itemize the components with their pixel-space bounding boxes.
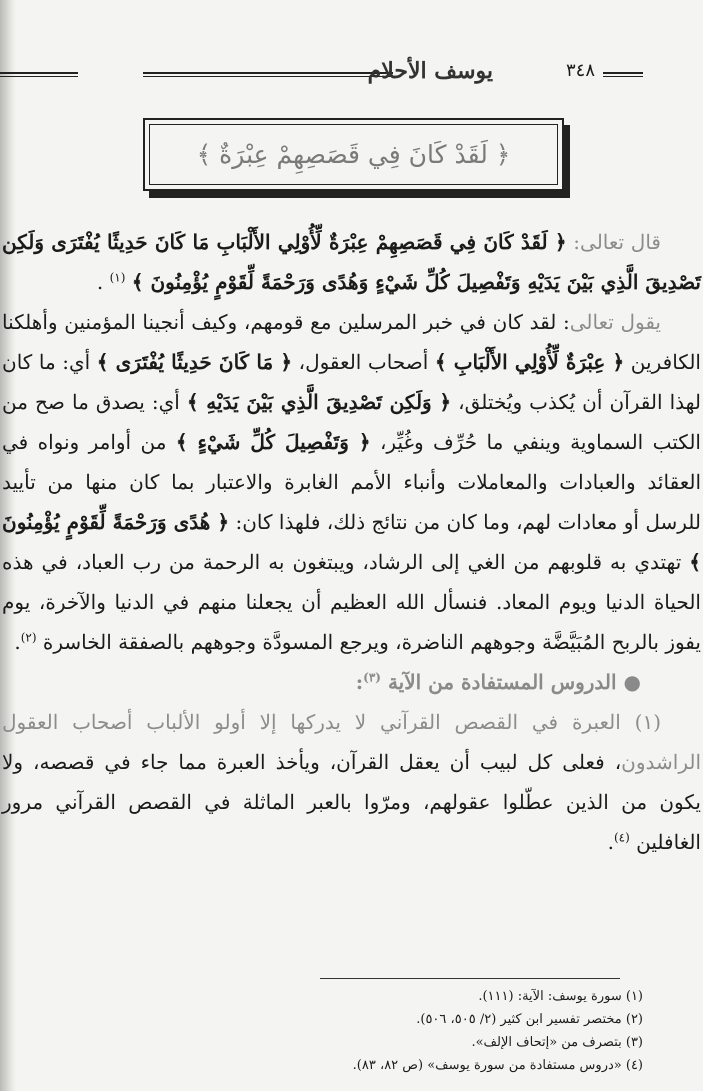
- header-rule-right: [603, 72, 643, 77]
- quran-phrase: ﴿ مَا كَانَ حَدِيثًا يُفْتَرَى ﴾: [96, 350, 293, 374]
- footnote-1: (١) سورة يوسف: الآية: (١١١).: [478, 989, 643, 1004]
- paragraph-commentary: [2, 302, 701, 662]
- footnote-ref: (٣): [363, 670, 381, 685]
- lessons-heading: [2, 662, 701, 702]
- lesson-item-1: [2, 702, 701, 862]
- commentary-text: تهتدي به قلوبهم من الغي إلى الرشاد، ويبتغون به الرحمة من رب العباد، في هذه الحياة الدنيا ويوم المعاد. فنسأل الله العظيم أن يجعلنا منهم في الدنيا والآخرة، يوم يفوز بالربح المُبَيَّضَّة وجوههم الناضرة، ويرجع المسودَّة وجوههم بالصفقة الخاسرة: [2, 550, 701, 654]
- footnote-separator: [320, 978, 620, 979]
- footnote-ref: (٤): [613, 830, 630, 845]
- sentence-end: .: [96, 270, 110, 294]
- footnote-ref: (٢): [20, 630, 37, 645]
- quran-phrase: ﴿ وَلَكِن تَصْدِيقَ الَّذِي بَيْنَ يَدَيْهِ ﴾: [186, 390, 452, 414]
- page-header: [0, 60, 703, 90]
- commentary-text: أي: ما كان لهذا القرآن أن يُكذب ويُختلق،: [2, 350, 701, 414]
- paragraph-verse-citation: [2, 222, 701, 302]
- commentary-text: أي: يصدق ما صح من الكتب السماوية وينفي ما حُرِّف وغُيِّر،: [2, 390, 701, 454]
- body-text: [2, 222, 701, 862]
- verse-intro: قال تعالى:: [566, 230, 661, 254]
- section-title: ﴿ لَقَدْ كَانَ فِي قَصَصِهِمْ عِبْرَةٌ ﴾: [196, 140, 511, 169]
- running-title: يوسف الأحلام: [367, 58, 493, 84]
- header-rule-left: [0, 72, 78, 77]
- lessons-heading-text: الدروس المستفادة من الآية: [387, 670, 624, 694]
- footnote-4: (٤) «دروس مستفادة من سورة يوسف» (ص ٨٢، ٨٣).: [352, 1058, 643, 1073]
- commentary-text: : لقد كان في خبر المرسلين مع قومهم، وكيف أنجينا المؤمنين وأهلكنا الكافرين: [2, 310, 701, 374]
- commentary-text: من أوامر ونواه في العقائد والعبادات والمعاملات وأنباء الأمم الغابرة والاعتبار بما كان منها من تأييد للرسل أو معادات لهم، وما كان من نتائج ذلك، فلهذا كان:: [2, 430, 702, 534]
- quran-phrase: ﴿ عِبْرَةٌ لِّأُوْلِي الأَلْبَابِ ﴾: [434, 350, 625, 374]
- footnote-2: (٢) مختصر تفسير ابن كثير (٢/ ٥٠٥، ٥٠٦).: [416, 1012, 643, 1027]
- lesson-text: ، فعلى كل لبيب أن يعقل القرآن، ويأخذ العبرة مما جاء في قصصه، ولا يكون من الذين عطّلوا عقولهم، ومرّوا بالعبر الماثلة في القصص القرآني مرور الغافلين: [2, 750, 701, 854]
- quran-verse: ﴿ لَقَدْ كَانَ فِي قَصَصِهِمْ عِبْرَةٌ لِّأُوْلِي الأَلْبَابِ مَا كَانَ حَدِيثًا يُفْتَرَى وَلَكِن تَصْدِيقَ الَّذِي بَيْنَ يَدَيْهِ وَتَفْصِيلَ كُلِّ شَيْءٍ وَهُدًى وَرَحْمَةً لِّقَوْمٍ يُؤْمِنُونَ ﴾: [2, 230, 701, 294]
- section-title-frame: [143, 118, 564, 191]
- footnotes: [120, 985, 643, 1077]
- lesson-lead: (١) العبرة في القصص القرآني لا يدركها إلا أولو الألباب أصحاب العقول الراشدون: [2, 710, 701, 774]
- sentence-end: .: [14, 630, 21, 654]
- quran-phrase: ﴿ وَتَفْصِيلَ كُلِّ شَيْءٍ ﴾: [175, 430, 371, 454]
- sentence-end: .: [607, 830, 614, 854]
- bullet-icon: ●: [623, 670, 641, 694]
- section-title-inner-frame: [149, 124, 558, 185]
- footnote-ref: (١): [109, 270, 126, 285]
- header-rule-middle: [143, 72, 393, 77]
- commentary-intro: يقول تعالى: [569, 310, 661, 334]
- heading-colon: :: [355, 670, 364, 694]
- commentary-text: أصحاب العقول،: [292, 350, 435, 374]
- footnote-3: (٣) بتصرف من «إتحاف الإلف».: [471, 1035, 643, 1050]
- page-number: ٣٤٨: [565, 60, 595, 81]
- quran-phrase: ﴿ هُدًى وَرَحْمَةً لِّقَوْمٍ يُؤْمِنُونَ ﴾: [2, 510, 701, 574]
